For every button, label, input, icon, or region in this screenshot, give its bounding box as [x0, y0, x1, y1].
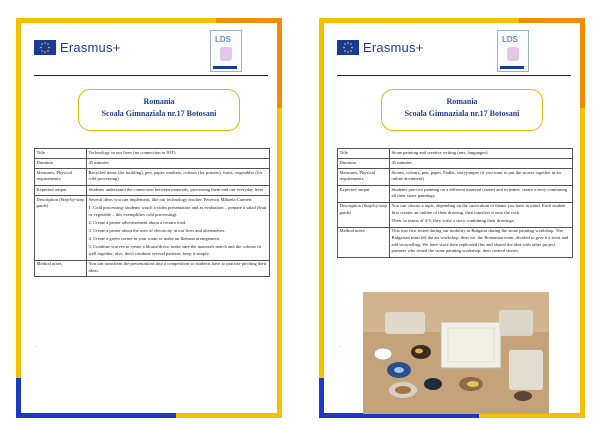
row-label: Measures, Physical requirements: [338, 169, 390, 186]
top-border-yellow: [16, 18, 216, 23]
table-row: [35, 196, 270, 260]
row-label: Duration: [35, 159, 87, 169]
activity-table: [337, 148, 573, 258]
lds-flag-bar: [213, 66, 237, 69]
school-title-box: [78, 89, 240, 131]
row-value: [390, 186, 573, 203]
row-label: Method notes: [338, 227, 390, 257]
row-value-paragraph: 5. Combine scarves to create a blouse/dress; make sure the materials match and the colours fit well together; also, don't combine several patterns, keep it simple.: [88, 244, 262, 256]
row-value-paragraph: 3. Create a poster about the uses of electricity in our lives and alternatives.: [88, 227, 226, 233]
row-value-paragraph: This was first tested during our mobility in Bulgaria during the stone painting workshop. The Bulgarian team led the art workshop, then we, the Romanian team, decided to give it a twist and add storytelling. We have since then replicated this and shared the idea with other project partners who tested the stone painting workshop, then created stories.: [391, 228, 569, 254]
table-row: [35, 149, 270, 159]
row-value: [87, 159, 270, 169]
row-label: Duration: [338, 159, 390, 169]
eu-flag-icon: [34, 40, 56, 55]
top-border-orange: [216, 18, 282, 23]
lds-figure-icon: [220, 47, 232, 61]
lds-logo-text: LDS: [215, 35, 231, 44]
row-value: [87, 260, 270, 277]
table-row: [35, 169, 270, 186]
row-value-paragraph: Then, in teams of 4-5, they write a story combining their drawings.: [391, 218, 515, 224]
table-row: [338, 169, 573, 186]
row-value-paragraph: Technology in our lives (no connection to IOT): [88, 149, 176, 155]
row-label: Method notes: [35, 260, 87, 277]
school-name: Scoala Gimnaziala nr.17 Botosani: [101, 109, 217, 118]
left-border-blue: [319, 378, 324, 418]
row-value: [390, 227, 573, 257]
row-value-paragraph: Recycled items (for building), pen, paper, markers, colours (for posters), fruits, vegetables (for cold processing): [88, 169, 263, 182]
school-title-box: [381, 89, 543, 131]
row-value: [390, 169, 573, 186]
stone-painting-photo: [363, 292, 549, 414]
row-label: Measures, Physical requirements: [35, 169, 87, 186]
table-row: [35, 159, 270, 169]
school-name: Scoala Gimnaziala nr.17 Botosani: [404, 109, 520, 118]
row-value-paragraph: 45 minutes: [391, 159, 412, 165]
bottom-border-yellow: [176, 413, 282, 418]
row-value-paragraph: Several ideas you can implement, like our technology teacher, Petrescu Mihaela Carmen:: [88, 196, 253, 202]
top-border-orange: [519, 18, 585, 23]
footer-mark: .: [36, 344, 38, 349]
lds-project-logo: [210, 30, 242, 72]
table-row: [338, 227, 573, 257]
row-value: [87, 196, 270, 260]
row-value-paragraph: 45 minutes: [88, 159, 109, 165]
row-value-paragraph: 1. Cold processing: students watch a video presentation and as evaluation – prepare a salad (fruit or vegetable – this exemplifies cold processing).: [88, 204, 267, 217]
lds-flag-bar: [500, 66, 524, 69]
row-value-paragraph: Students understand the connection between materials, processing them and our everyday lives: [88, 186, 264, 192]
row-value-paragraph: 2. Create a poster advertisement about a certain food.: [88, 219, 187, 225]
table-row: [338, 149, 573, 159]
left-border: [319, 18, 324, 418]
right-border-orange: [580, 18, 585, 108]
row-value: [87, 149, 270, 159]
left-border: [16, 18, 21, 418]
row-label: Expected output: [338, 186, 390, 203]
row-value-paragraph: You can choose a topic, depending on the curriculum or theme you have in mind. Each student first creates an outline of their drawing, then transfers it onto the rock.: [391, 203, 566, 216]
row-label: Expected output: [35, 186, 87, 196]
row-value-paragraph: Stone painting and creative writing (arts, languages): [391, 149, 488, 155]
row-value: [390, 159, 573, 169]
footer-mark: .: [339, 344, 341, 349]
lds-figure-icon: [507, 47, 519, 61]
lds-project-logo: [497, 30, 529, 72]
table-row: [35, 260, 270, 277]
row-value: [390, 202, 573, 227]
header-rule: [337, 75, 571, 76]
table-row: [338, 159, 573, 169]
row-label: Title: [35, 149, 87, 159]
erasmus-logo-text: Erasmus+: [363, 40, 424, 55]
right-page: [319, 18, 585, 418]
table-row: [338, 202, 573, 227]
country-name: Romania: [446, 97, 478, 106]
row-value-paragraph: Stones, colours, pen, paper, Padlet, storyjumper (if you want to put the stories together in an online document): [391, 169, 561, 182]
top-border-yellow: [319, 18, 519, 23]
country-name: Romania: [143, 97, 175, 106]
header-rule: [34, 75, 268, 76]
lds-logo-text: LDS: [502, 35, 518, 44]
table-row: [35, 186, 270, 196]
activity-table: [34, 148, 270, 277]
erasmus-logo-text: Erasmus+: [60, 40, 121, 55]
eu-flag-icon: [337, 40, 359, 55]
right-border-orange: [277, 18, 282, 108]
row-value: [390, 149, 573, 159]
row-label: Description (Step-by-step guide): [338, 202, 390, 227]
row-label: Title: [338, 149, 390, 159]
row-value-paragraph: 4. Create a green corner in your room or make an Ikebana arrangement.: [88, 236, 221, 242]
row-value: [87, 186, 270, 196]
left-border-blue: [16, 378, 21, 418]
table-row: [338, 186, 573, 203]
row-value: [87, 169, 270, 186]
row-label: Description (Step-by-step guide): [35, 196, 87, 260]
row-value-paragraph: You can transform the presentations into a competition so students have to practise pitching their ideas.: [88, 261, 267, 273]
left-page: [16, 18, 282, 418]
row-value-paragraph: Students practice painting on a different material (stone) and in teams, create a story combining all their stone paintings.: [391, 186, 568, 199]
